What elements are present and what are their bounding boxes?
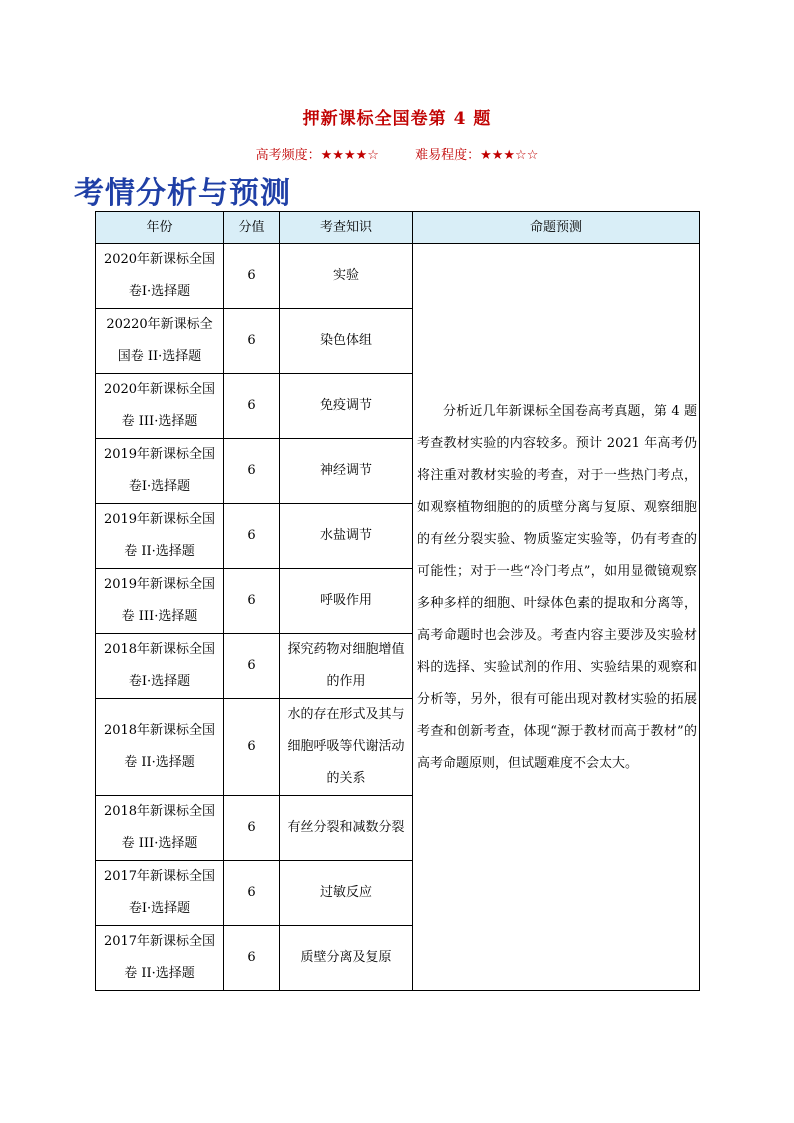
score-cell: 6 [224, 926, 280, 991]
year-cell: 2018年新课标全国卷Ⅰ·选择题 [96, 634, 224, 699]
header-knowledge: 考查知识 [280, 212, 413, 244]
score-cell: 6 [224, 244, 280, 309]
year-cell: 2017年新课标全国卷 II·选择题 [96, 926, 224, 991]
analysis-table [95, 211, 700, 991]
score-cell: 6 [224, 699, 280, 796]
table-row [96, 244, 700, 309]
header-prediction: 命题预测 [413, 212, 700, 244]
knowledge-cell: 水的存在形式及其与细胞呼吸等代谢活动的关系 [280, 699, 413, 796]
score-cell: 6 [224, 439, 280, 504]
prediction-cell: 分析近几年新课标全国卷高考真题，第 4 题考查教材实验的内容较多。预计 2021 年高考仍将注重对教材实验的考查，对于一些热门考点，如观察植物细胞的的质壁分离与复原、观察细胞的有丝分裂实验、物质鉴定实验等，仍有考查的可能性；对于一些“冷门考点”，如用显微镜观察多种多样的细胞、叶绿体色素的提取和分离等，高考命题时也会涉及。考查内容主要涉及实验材料的选择、实验试剂的作用、实验结果的观察和分析等，另外，很有可能出现对教材实验的拓展考查和创新考查，体现“源于教材而高于教材”的高考命题原则，但试题难度不会太大。 [413, 244, 700, 991]
header-score: 分值 [224, 212, 280, 244]
difficulty-stars-icon: ★★★☆☆ [480, 148, 539, 163]
score-cell: 6 [224, 861, 280, 926]
difficulty-rating [415, 144, 538, 163]
score-cell: 6 [224, 569, 280, 634]
section-heading: 考情分析与预测 [74, 176, 291, 211]
score-cell: 6 [224, 504, 280, 569]
frequency-stars-icon: ★★★★☆ [320, 148, 379, 163]
knowledge-cell: 探究药物对细胞增值的作用 [280, 634, 413, 699]
year-cell: 2019年新课标全国卷 II·选择题 [96, 504, 224, 569]
year-cell: 2019年新课标全国卷 III·选择题 [96, 569, 224, 634]
knowledge-cell: 免疫调节 [280, 374, 413, 439]
year-cell: 2020年新课标全国卷 III·选择题 [96, 374, 224, 439]
score-cell: 6 [224, 374, 280, 439]
year-cell: 20220年新课标全国卷 II·选择题 [96, 309, 224, 374]
ratings-line [0, 144, 794, 163]
knowledge-cell: 神经调节 [280, 439, 413, 504]
table-header-row [96, 212, 700, 244]
knowledge-cell: 水盐调节 [280, 504, 413, 569]
header-year: 年份 [96, 212, 224, 244]
year-cell: 2018年新课标全国卷 III·选择题 [96, 796, 224, 861]
knowledge-cell: 质壁分离及复原 [280, 926, 413, 991]
knowledge-cell: 染色体组 [280, 309, 413, 374]
score-cell: 6 [224, 796, 280, 861]
difficulty-label: 难易程度： [415, 148, 481, 163]
knowledge-cell: 呼吸作用 [280, 569, 413, 634]
year-cell: 2018年新课标全国卷 II·选择题 [96, 699, 224, 796]
knowledge-cell: 有丝分裂和减数分裂 [280, 796, 413, 861]
score-cell: 6 [224, 309, 280, 374]
year-cell: 2020年新课标全国卷Ⅰ·选择题 [96, 244, 224, 309]
frequency-rating [256, 144, 379, 163]
score-cell: 6 [224, 634, 280, 699]
year-cell: 2017年新课标全国卷Ⅰ·选择题 [96, 861, 224, 926]
knowledge-cell: 实验 [280, 244, 413, 309]
page-title: 押新课标全国卷第 4 题 [302, 109, 492, 129]
knowledge-cell: 过敏反应 [280, 861, 413, 926]
year-cell: 2019年新课标全国卷Ⅰ·选择题 [96, 439, 224, 504]
frequency-label: 高考频度： [255, 148, 321, 163]
